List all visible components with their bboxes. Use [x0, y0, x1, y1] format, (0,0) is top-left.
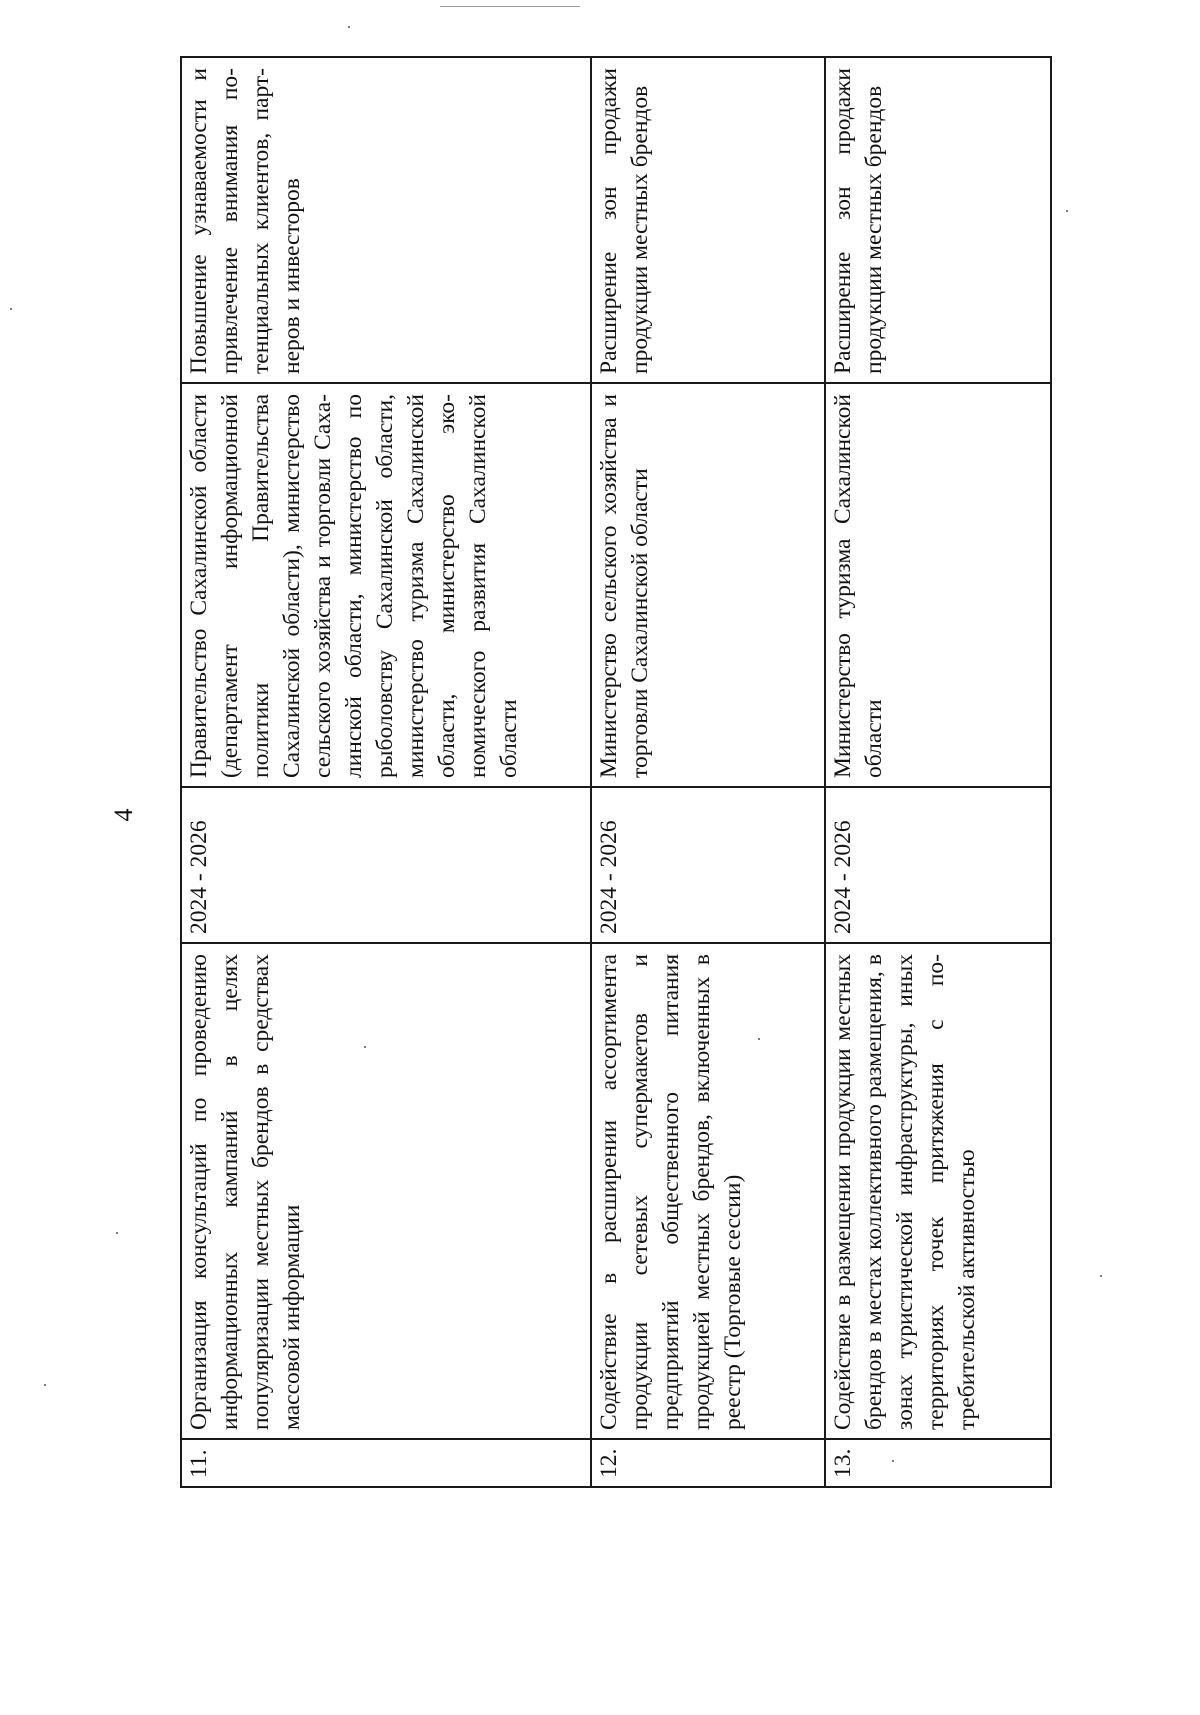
measures-table-rotated	[180, 58, 1050, 1488]
activity-cell: Организация консультаций по проведению информационных кампаний в целях популяризации местных брендов в средствах массовой информации	[181, 943, 591, 1439]
table-row	[825, 57, 1051, 1487]
table-row	[591, 57, 825, 1487]
activity-cell: Содействие в расширении ассортимента продукции сетевых супермакетов и предприятий общественного питания продукцией местных брендов, включенных в реестр (Торговые сессии)	[591, 943, 825, 1439]
period-cell: 2024 - 2026	[825, 787, 1051, 943]
period-cell: 2024 - 2026	[181, 787, 591, 943]
result-cell: Расширение зон продажи продукции местных брендов	[825, 57, 1051, 383]
measures-table	[180, 56, 1052, 1488]
scan-speck	[758, 1038, 760, 1040]
scan-edge-line	[440, 6, 580, 7]
scan-speck	[892, 1460, 894, 1462]
responsible-cell: Министерство сельского хозяйства и торговли Сахалинской области	[591, 383, 825, 787]
scan-speck	[44, 1384, 46, 1386]
responsible-cell: Министерство туризма Сахалинской области	[825, 383, 1051, 787]
table-row	[181, 57, 591, 1487]
page-number: 4	[109, 808, 138, 822]
row-number: 11.	[181, 1439, 591, 1487]
result-cell: Повышение узнаваемости и привлечение внимания потенциальных клиентов, партнеров и инвесторов	[181, 57, 591, 383]
scan-speck	[1066, 210, 1068, 212]
row-number: 13.	[825, 1439, 1051, 1487]
scan-speck	[348, 26, 350, 28]
scan-speck	[1100, 1275, 1102, 1277]
result-cell: Расширение зон продажи продукции местных брендов	[591, 57, 825, 383]
row-number: 12.	[591, 1439, 825, 1487]
activity-cell: Содействие в размещении продукции местных брендов в местах коллективного размещения, в зонах туристической инфраструктуры, иных территориях точек притяжения с потребительской активностью	[825, 943, 1051, 1439]
period-cell: 2024 - 2026	[591, 787, 825, 943]
responsible-cell: Правительство Сахалинской области (департамент информационной политики Правительства Сахалинской области), министерство сельского хозяйства и торговли Сахалинской области, министерство по рыболовству Сахалинской области, министерство туризма Сахалинской области, министерство экономического развития Сахалинской области	[181, 383, 591, 787]
scan-speck	[364, 1046, 366, 1048]
scan-speck	[116, 1232, 118, 1234]
scan-speck	[10, 308, 12, 310]
